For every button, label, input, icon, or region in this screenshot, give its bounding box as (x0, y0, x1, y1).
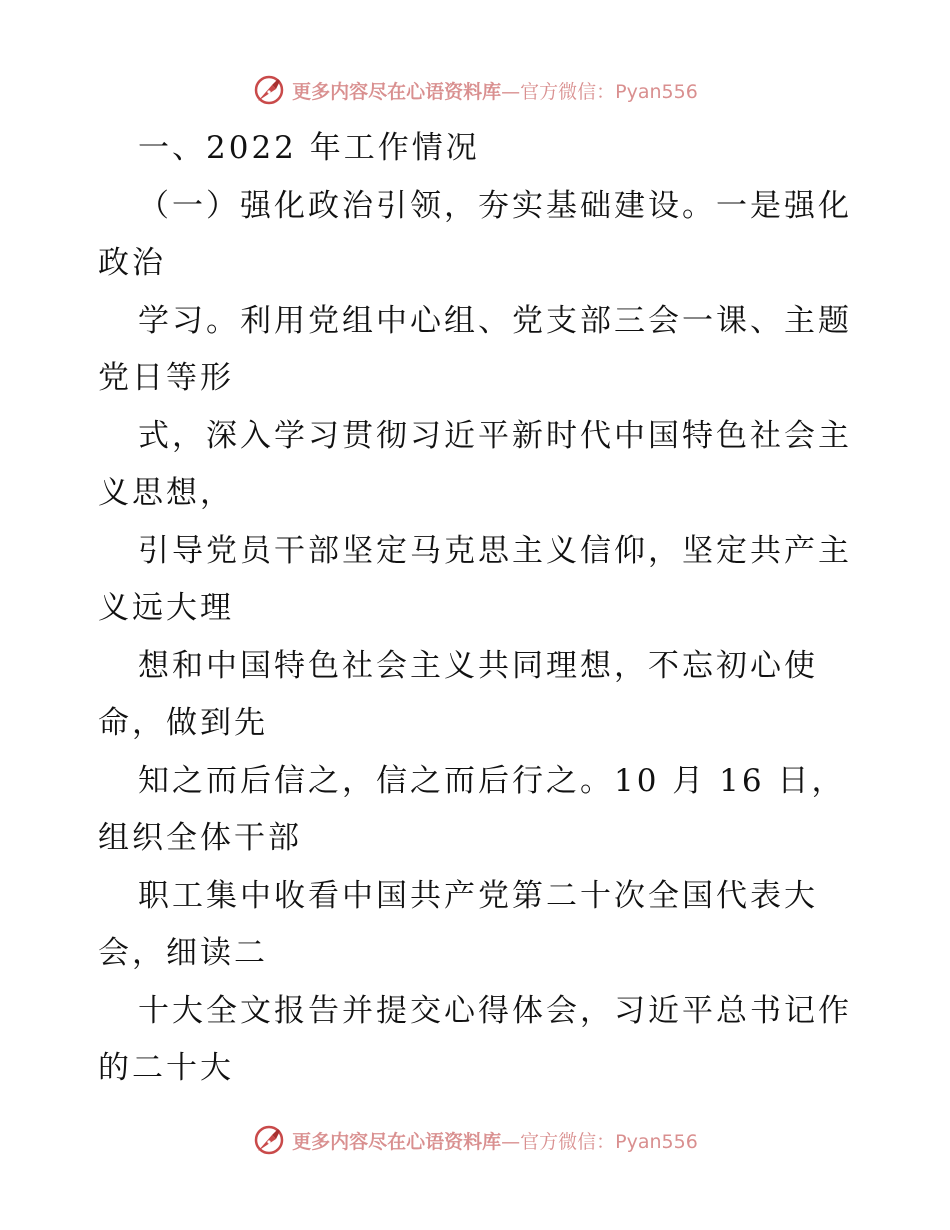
section-heading: 一、2022 年工作情况 (138, 130, 480, 166)
paragraph-line: 命，做到先 (98, 705, 268, 741)
paragraph-line: 想和中国特色社会主义共同理想，不忘初心使 (138, 647, 818, 684)
paragraph-line: 党日等形 (98, 360, 234, 396)
paragraph-line: 义远大理 (98, 590, 234, 626)
paragraph-line: 式，深入学习贯彻习近平新时代中国特色社会主 (138, 417, 852, 454)
watermark-main-text: 更多内容尽在心语资料库 (292, 80, 502, 103)
document-body (98, 120, 858, 1098)
paragraph-line: 的二十大 (98, 1050, 234, 1086)
watermark-separator: — (501, 80, 521, 103)
watermark-wechat-text: 官方微信：Pyan556 (520, 1130, 698, 1153)
watermark-wechat-text: 官方微信：Pyan556 (520, 80, 698, 103)
paragraph-line: 职工集中收看中国共产党第二十次全国代表大 (138, 877, 818, 914)
paragraph-line: 学习。利用党组中心组、党支部三会一课、主题 (138, 302, 852, 339)
paragraph-line: （一）强化政治引领，夯实基础建设。一是强化 (138, 187, 852, 224)
paragraph-line: 组织全体干部 (98, 820, 302, 856)
watermark-main-text: 更多内容尽在心语资料库 (292, 1130, 502, 1153)
paragraph-line: 会，细读二 (98, 935, 268, 971)
pen-nib-logo-icon (252, 1123, 286, 1157)
paragraph-line: 义思想， (98, 475, 234, 511)
paragraph-line: 政治 (98, 245, 166, 281)
paragraph-line: 知之而后信之，信之而后行之。10 月 16 日， (138, 762, 846, 799)
watermark-header (0, 70, 950, 110)
pen-nib-logo-icon (252, 73, 286, 107)
watermark-footer (0, 1120, 950, 1160)
watermark-separator: — (501, 1130, 521, 1153)
paragraph-line: 十大全文报告并提交心得体会，习近平总书记作 (138, 992, 852, 1029)
paragraph-line: 引导党员干部坚定马克思主义信仰，坚定共产主 (138, 532, 852, 569)
